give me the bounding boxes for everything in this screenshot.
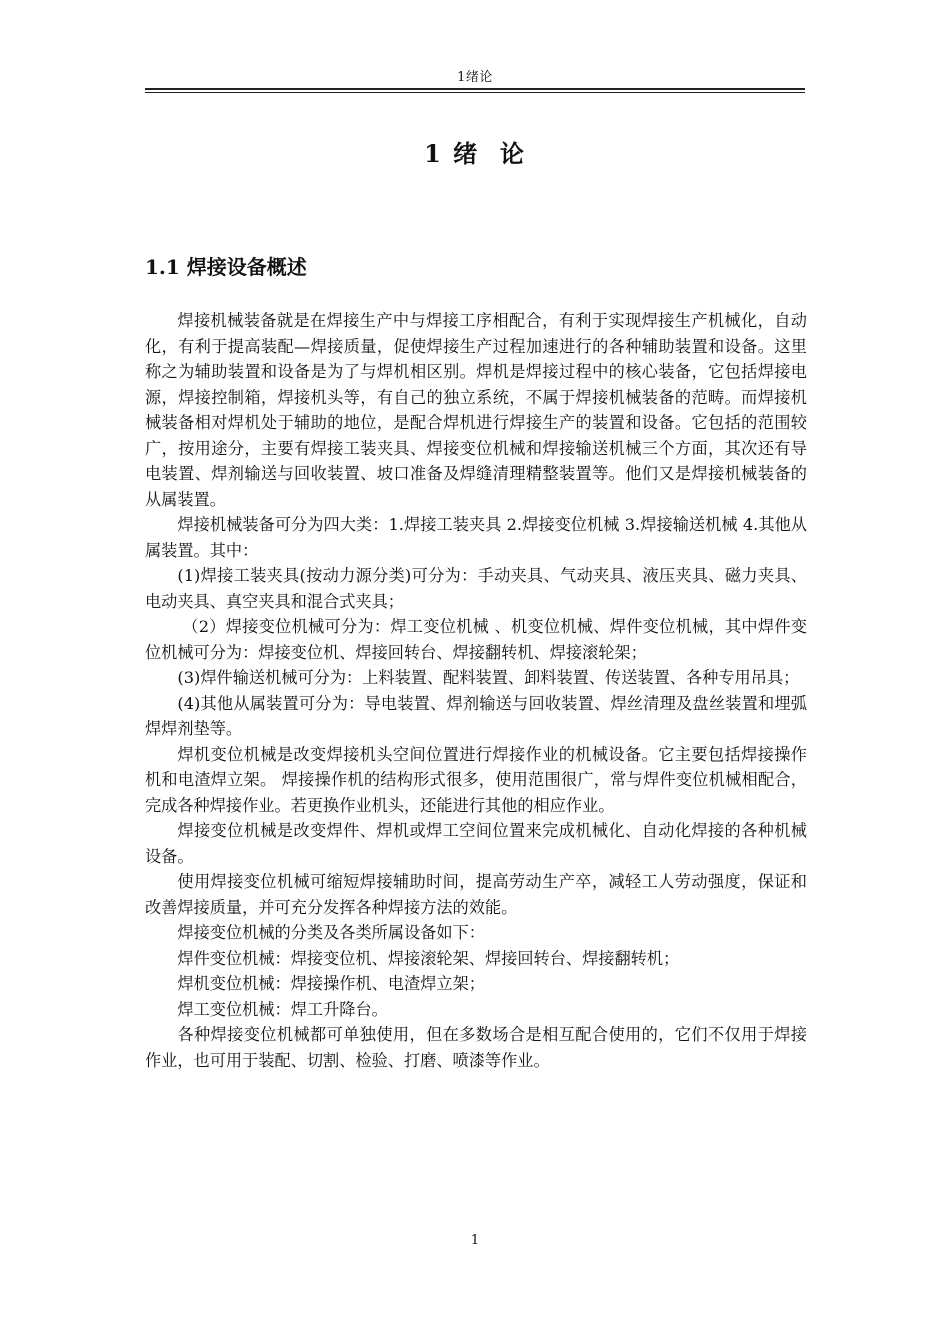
header-rule-thin [145, 92, 805, 93]
paragraph: 使用焊接变位机械可缩短焊接辅助时间，提高劳动生产卒，减轻工人劳动强度，保证和改善焊接质量，并可充分发挥各种焊接方法的效能。 [145, 872, 807, 917]
paragraph: 各种焊接变位机械都可单独使用，但在多数场合是相互配合使用的，它们不仅用于焊接作业，也可用于装配、切割、检验、打磨、喷漆等作业。 [145, 1025, 807, 1070]
page-number: 1 [470, 1233, 480, 1248]
chapter-title: 1 绪 论 [424, 139, 526, 168]
header-rule-thick [145, 88, 805, 90]
body-text [145, 308, 807, 1073]
running-header: 1绪论 [457, 70, 493, 85]
section-heading: 1.1 焊接设备概述 [145, 255, 307, 279]
paragraph: 焊工变位机械：焊工升降台。 [177, 999, 388, 1019]
paragraph: 焊接变位机械的分类及各类所属设备如下： [177, 923, 485, 942]
paragraph: （2）焊接变位机械可分为：焊工变位机械 、机变位机械、焊件变位机械，其中焊件变位机械可分为：焊接变位机、焊接回转台、焊接翻转机、焊接滚轮架； [145, 617, 807, 662]
paragraph: 焊接变位机械是改变焊件、焊机或焊工空间位置来完成机械化、自动化焊接的各种机械设备。 [145, 821, 807, 866]
paragraph: 焊件变位机械：焊接变位机、焊接滚轮架、焊接回转台、焊接翻转机； [177, 948, 680, 968]
paragraph: 焊接机械装备可分为四大类：1.焊接工装夹具 2.焊接变位机械 3.焊接输送机械 4.其他从属装置。其中： [145, 515, 807, 560]
paragraph: (3)焊件输送机械可分为：上料装置、配料装置、卸料装置、传送装置、各种专用吊具； [177, 668, 800, 687]
paragraph: (1)焊接工装夹具(按动力源分类)可分为：手动夹具、气动夹具、液压夹具、磁力夹具、电动夹具、真空夹具和混合式夹具； [145, 566, 807, 611]
paragraph: (4)其他从属装置可分为：导电装置、焊剂输送与回收装置、焊丝清理及盘丝装置和埋弧焊焊剂垫等。 [145, 693, 807, 738]
paragraph: 焊机变位机械：焊接操作机、电渣焊立架； [177, 974, 485, 993]
paragraph: 焊接机械装备就是在焊接生产中与焊接工序相配合，有利于实现焊接生产机械化，自动化，有利于提高装配—焊接质量，促使焊接生产过程加速进行的各种辅助装置和设备。这里称之为辅助装置和设备是为了与焊机相区别。焊机是焊接过程中的核心装备，它包括焊接电源，焊接控制箱，焊接机头等，有自己的独立系统，不属于焊接机械装备的范畴。而焊接机械装备相对焊机处于辅助的地位，是配合焊机进行焊接生产的装置和设备。它包括的范围较广，按用途分，主要有焊接工装夹具、焊接变位机械和焊接输送机械三个方面，其次还有导电装置、焊剂输送与回收装置、坡口准备及焊缝清理精整装置等。他们又是焊接机械装备的从属装置。 [145, 311, 807, 509]
paragraph: 焊机变位机械是改变焊接机头空间位置进行焊接作业的机械设备。它主要包括焊接操作机和电渣焊立架。 焊接操作机的结构形式很多，使用范围很广，常与焊件变位机械相配合，完成各种焊接作业。若更换作业机头，还能进行其他的相应作业。 [145, 744, 807, 815]
